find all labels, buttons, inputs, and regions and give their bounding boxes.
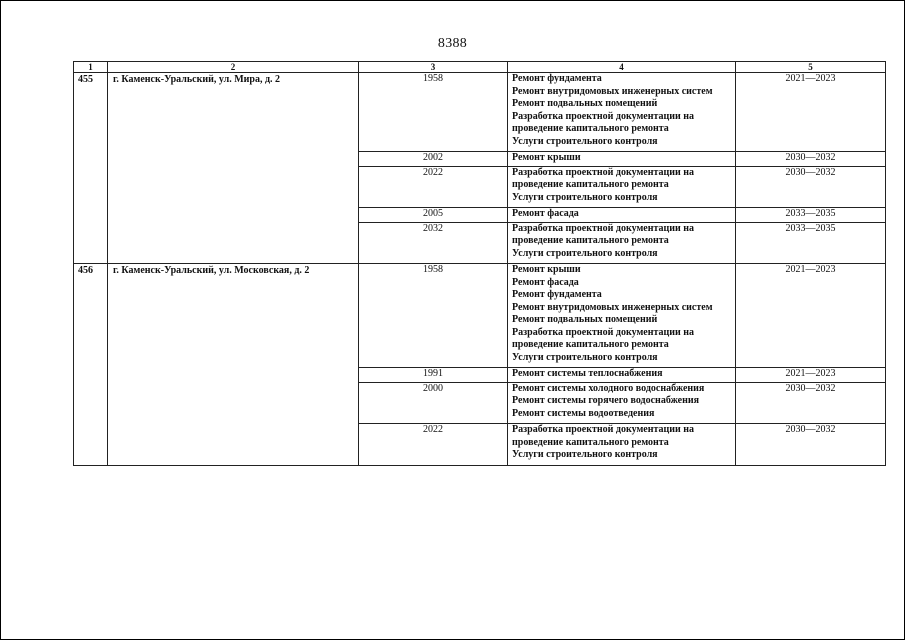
object-address: г. Каменск-Уральский, ул. Мира, д. 2 (108, 73, 359, 264)
table-row (74, 264, 886, 368)
work-item: Разработка проектной документации на (512, 222, 695, 234)
table-body (74, 62, 886, 466)
year-cell: 2022 (359, 424, 508, 466)
year-cell: 2002 (359, 152, 508, 167)
work-item: Разработка проектной документации на (512, 110, 695, 122)
works-cell (508, 208, 736, 223)
header-cell: 5 (736, 62, 886, 73)
work-item: Разработка проектной документации на (512, 424, 695, 435)
work-item: Ремонт подвальных помещений (512, 98, 658, 109)
works-cell (508, 382, 736, 424)
work-item: Ремонт фасада (512, 208, 579, 219)
header-row (74, 62, 886, 73)
works-cell (508, 222, 736, 264)
work-item: Ремонт фундамента (512, 289, 602, 300)
work-item: Ремонт крыши (512, 152, 581, 163)
object-number: 456 (74, 264, 108, 466)
work-item: Ремонт внутридомовых инженерных систем (512, 85, 713, 97)
work-item: проведение капитального ремонта (512, 436, 669, 448)
work-item: Услуги строительного контроля (512, 449, 658, 460)
period-cell: 2021—2023 (736, 368, 886, 383)
year-cell: 2022 (359, 166, 508, 208)
period-cell: 2021—2023 (736, 73, 886, 152)
work-item: проведение капитального ремонта (512, 339, 669, 350)
work-item: Услуги строительного контроля (512, 191, 658, 203)
works-cell (508, 73, 736, 152)
works-cell (508, 264, 736, 368)
period-cell: 2021—2023 (736, 264, 886, 368)
works-cell (508, 166, 736, 208)
work-item: проведение капитального ремонта (512, 179, 669, 190)
work-item: Ремонт системы горячего водоснабжения (512, 395, 700, 406)
work-item: Разработка проектной документации на (512, 166, 695, 178)
work-item: Ремонт крыши (512, 264, 581, 275)
year-cell: 1991 (359, 368, 508, 383)
work-item: Ремонт системы теплоснабжения (512, 368, 663, 379)
work-item: проведение капитального ремонта (512, 235, 669, 246)
year-cell: 2032 (359, 222, 508, 264)
year-cell: 1958 (359, 264, 508, 368)
table-row (74, 73, 886, 152)
period-cell: 2033—2035 (736, 222, 886, 264)
work-item: Ремонт фундамента (512, 73, 602, 84)
work-item: проведение капитального ремонта (512, 123, 669, 134)
page-number: 8388 (437, 36, 468, 51)
period-cell: 2030—2032 (736, 382, 886, 424)
year-cell: 2000 (359, 382, 508, 424)
header-cell: 2 (108, 62, 359, 73)
works-cell (508, 424, 736, 466)
period-cell: 2030—2032 (736, 152, 886, 167)
object-number: 455 (74, 73, 108, 264)
work-item: Услуги строительного контроля (512, 135, 658, 147)
work-item: Ремонт фасада (512, 276, 579, 288)
work-item: Ремонт системы водоотведения (512, 407, 655, 419)
period-cell: 2033—2035 (736, 208, 886, 223)
work-item: Ремонт системы холодного водоснабжения (512, 382, 705, 394)
object-address: г. Каменск-Уральский, ул. Московская, д. 2 (108, 264, 359, 466)
works-cell (508, 368, 736, 383)
header-cell: 3 (359, 62, 508, 73)
work-item: Ремонт подвальных помещений (512, 314, 658, 325)
work-item: Услуги строительного контроля (512, 247, 658, 259)
works-cell (508, 152, 736, 167)
header-cell: 4 (508, 62, 736, 73)
work-item: Ремонт внутридомовых инженерных систем (512, 301, 713, 313)
work-item: Разработка проектной документации на (512, 326, 695, 338)
period-cell: 2030—2032 (736, 424, 886, 466)
header-cell: 1 (74, 62, 108, 73)
year-cell: 2005 (359, 208, 508, 223)
period-cell: 2030—2032 (736, 166, 886, 208)
repair-schedule-table (73, 61, 886, 466)
work-item: Услуги строительного контроля (512, 351, 658, 363)
year-cell: 1958 (359, 73, 508, 152)
